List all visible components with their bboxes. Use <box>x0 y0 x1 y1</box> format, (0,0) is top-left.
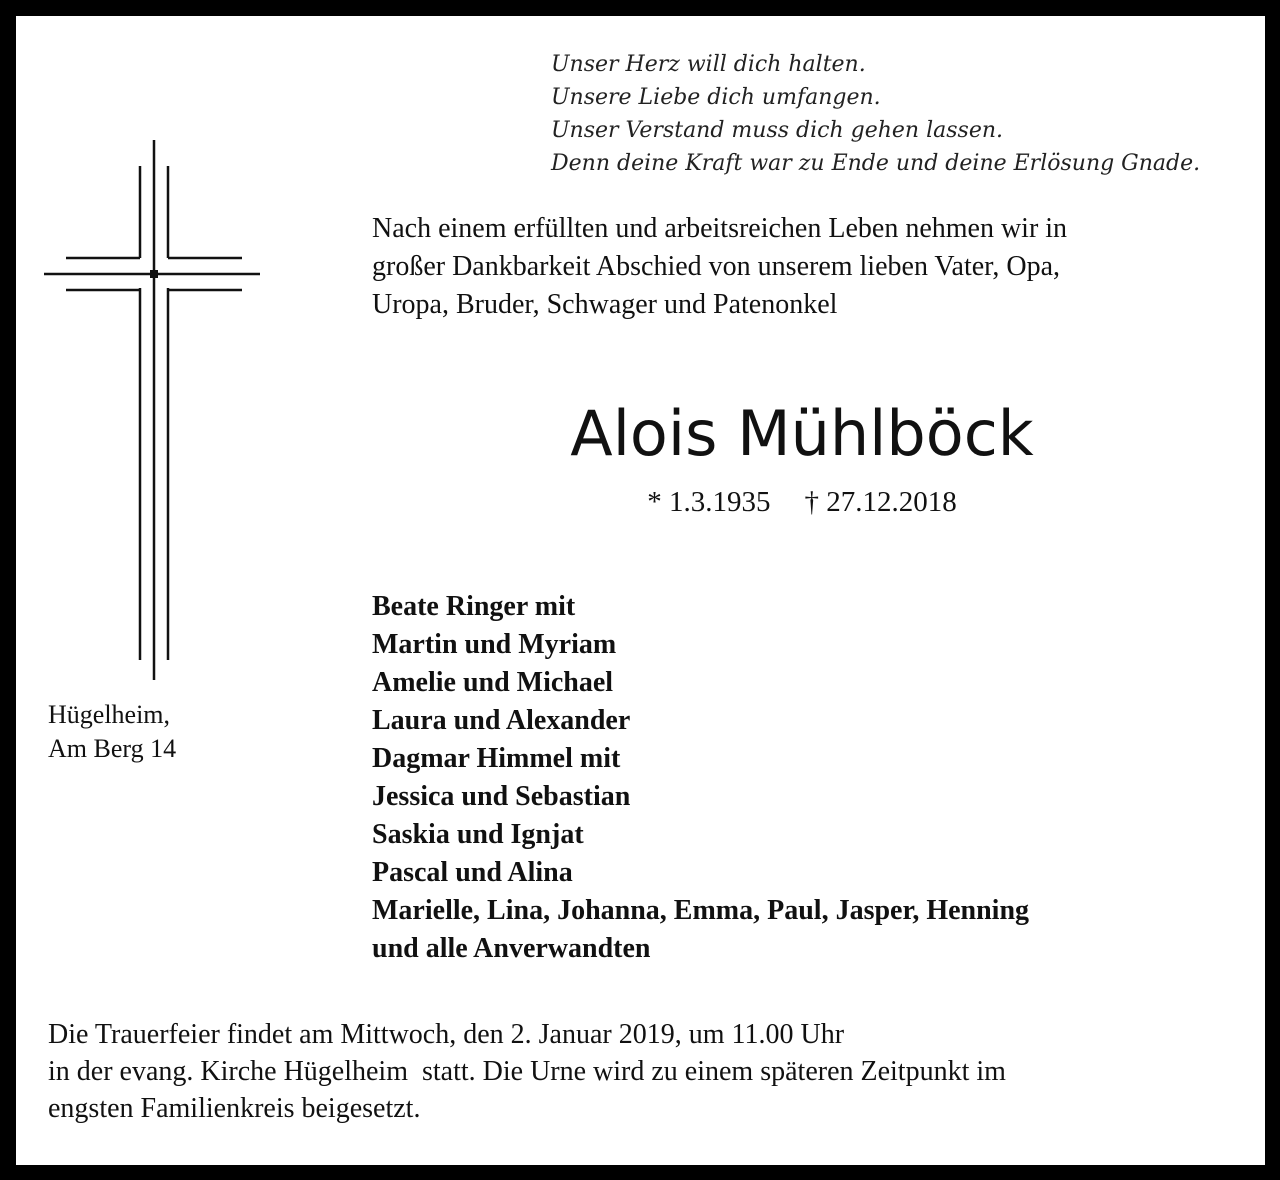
ceremony-info <box>48 1016 1248 1127</box>
intro-line: Uropa, Bruder, Schwager und Patenonkel <box>372 289 838 320</box>
obituary-notice <box>16 16 1265 1165</box>
intro-text <box>372 210 1232 324</box>
poem-line: Denn deine Kraft war zu Ende und deine Erlösung Gnade. <box>551 151 1201 176</box>
family-line: Amelie und Michael <box>372 667 614 698</box>
ceremony-line: in der evang. Kirche Hügelheim statt. Die Urne wird zu einem späteren Zeitpunkt im <box>48 1056 1006 1087</box>
poem-line: Unser Verstand muss dich gehen lassen. <box>551 118 1003 143</box>
death-date: † 27.12.2018 <box>804 486 957 518</box>
family-line: Saskia und Ignjat <box>372 819 584 850</box>
birth-date: * 1.3.1935 <box>647 486 771 518</box>
family-line: und alle Anverwandten <box>372 933 651 964</box>
ceremony-line: engsten Familienkreis beigesetzt. <box>48 1093 421 1124</box>
poem-line: Unser Herz will dich halten. <box>551 52 866 77</box>
family-line: Pascal und Alina <box>372 857 573 888</box>
intro-line: Nach einem erfüllten und arbeitsreichen Leben nehmen wir in <box>372 213 1068 244</box>
address-line: Hügelheim, <box>48 700 171 729</box>
family-line: Beate Ringer mit <box>372 591 576 622</box>
address <box>48 698 348 766</box>
poem <box>551 48 1251 180</box>
family-line: Jessica und Sebastian <box>372 781 631 812</box>
life-dates <box>372 482 1232 522</box>
family-line: Dagmar Himmel mit <box>372 743 621 774</box>
deceased-name: Alois Mühlböck <box>570 397 1034 470</box>
family-list <box>372 588 1232 968</box>
family-line: Marielle, Lina, Johanna, Emma, Paul, Jasper, Henning <box>372 895 1030 926</box>
address-line: Am Berg 14 <box>48 734 177 763</box>
ceremony-line: Die Trauerfeier findet am Mittwoch, den 2. Januar 2019, um 11.00 Uhr <box>48 1019 845 1050</box>
intro-line: großer Dankbarkeit Abschied von unserem lieben Vater, Opa, <box>372 251 1061 282</box>
poem-line: Unsere Liebe dich umfangen. <box>551 85 881 110</box>
family-line: Martin und Myriam <box>372 629 617 660</box>
cross-icon <box>44 140 260 680</box>
family-line: Laura und Alexander <box>372 705 631 736</box>
